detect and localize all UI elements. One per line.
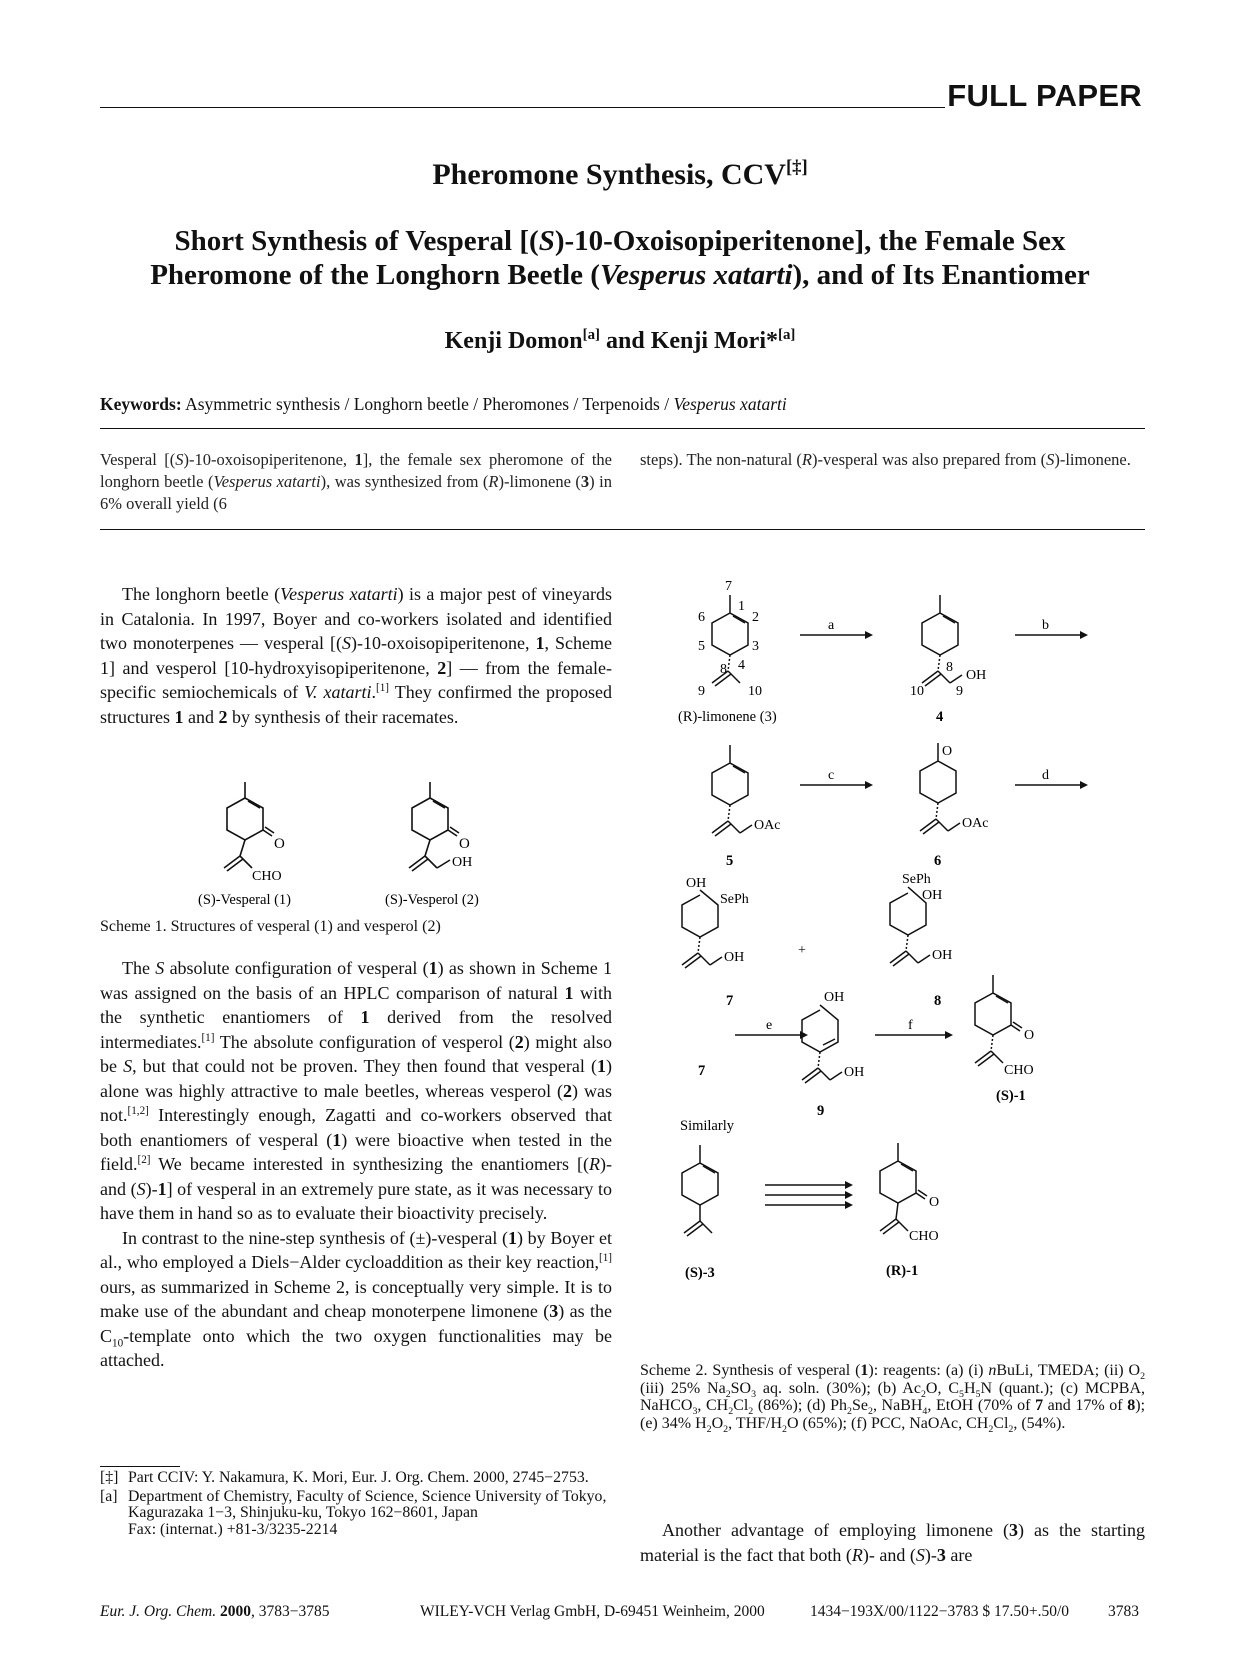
svg-text:4: 4 bbox=[936, 709, 944, 725]
svg-text:3: 3 bbox=[752, 639, 759, 654]
svg-text:OH: OH bbox=[452, 855, 473, 870]
svg-text:4: 4 bbox=[738, 658, 745, 673]
page-number: 3783 bbox=[1108, 1603, 1139, 1620]
svg-text:OH: OH bbox=[844, 1065, 865, 1080]
svg-text:7: 7 bbox=[726, 993, 734, 1009]
abstract-bottom-rule bbox=[100, 529, 1145, 530]
svg-text:O: O bbox=[459, 836, 470, 852]
reagent-f: f bbox=[908, 1018, 913, 1033]
svg-text:6: 6 bbox=[934, 853, 942, 869]
abstract-right: steps). The non-natural (R)-vesperal was also prepared from (S)-limonene. bbox=[640, 450, 1131, 469]
svg-text:(R)-1: (R)-1 bbox=[886, 1263, 919, 1279]
intro-paragraph: The longhorn beetle (Vesperus xatarti) is a major pest of vineyards in Catalonia. In 1997, Boyer and co-workers isolated and identified two monoterpenes — vesperal [(S)-10-oxoisopiperitenone, 1, Scheme 1] and vesperol [10-hydroxyisopiperitenone, 2] — from the female-specific semiochemicals of V. xatarti.[1] They confirmed the proposed structures 1 and 2 by synthesis of their racemates. bbox=[100, 584, 613, 727]
keywords: Keywords: Asymmetric synthesis / Longhorn beetle / Pheromones / Terpenoids / Vesperus xatarti bbox=[100, 394, 787, 414]
scheme2-caption: Scheme 2. Synthesis of vesperal (1): reagents: (a) (i) nBuLi, TMEDA; (ii) $O_2$ (iii) 25% $Na_2SO_3$ aq. soln. (30%); (b) $Ac_2O$, $C_5H_5N$ (quant.); (c) MCPBA, NaHCO$_3$, $CH_2Cl_2$ (86%); (d) $Ph_2Se_2$, NaBH$_4$, EtOH (70% of 7 and 17% of 8); (e) 34% $H_2O_2$, THF/$H_2O$ (65%); (f) PCC, NaOAc, $CH_2Cl_2$, (54%). bbox=[640, 1362, 1146, 1435]
svg-text:O: O bbox=[942, 744, 953, 759]
paper-title: Short Synthesis of Vesperal [(S)-10-Oxoisopiperitenone], the Female Sex Pheromone of the Longhorn Beetle (Vesperus xatarti), and of Its Enantiomer bbox=[150, 225, 1090, 291]
svg-text:O: O bbox=[274, 836, 285, 852]
svg-text:CHO: CHO bbox=[909, 1229, 939, 1244]
svg-text:OH: OH bbox=[932, 948, 953, 963]
label-limonene: (R)-limonene (3) bbox=[678, 709, 777, 725]
svg-text:9: 9 bbox=[698, 684, 705, 699]
reagent-a: a bbox=[828, 618, 835, 633]
authors: Kenji Domon[a] and Kenji Mori*[a] bbox=[444, 327, 796, 354]
abstract-left: Vesperal [(S)-10-oxoisopiperitenone, 1], the female sex pheromone of the longhorn beetle (Vesperus xatarti), was synthesized from (R)-limonene (3) in 6% overall yield (6 bbox=[100, 450, 612, 513]
svg-text:9: 9 bbox=[817, 1103, 825, 1119]
svg-text:8: 8 bbox=[934, 993, 942, 1009]
svg-text:6: 6 bbox=[698, 610, 705, 625]
series-title: Pheromone Synthesis, CCV[‡] bbox=[432, 157, 808, 191]
svg-text:1: 1 bbox=[738, 599, 745, 614]
footer-citation: Eur. J. Org. Chem. 2000, 3783−3785 bbox=[100, 1603, 330, 1620]
section-label: FULL PAPER bbox=[947, 78, 1142, 113]
svg-text:7: 7 bbox=[725, 579, 732, 594]
svg-text:(S)-1: (S)-1 bbox=[996, 1088, 1026, 1104]
reagent-b: b bbox=[1042, 618, 1049, 633]
svg-text:8: 8 bbox=[720, 662, 727, 677]
reagent-e: e bbox=[766, 1018, 773, 1033]
svg-text:2: 2 bbox=[752, 610, 759, 625]
header-rule bbox=[100, 107, 945, 108]
similarly-label: Similarly bbox=[680, 1118, 734, 1134]
reagent-d: d bbox=[1042, 768, 1049, 783]
svg-text:+: + bbox=[798, 943, 806, 958]
svg-text:O: O bbox=[1024, 1028, 1035, 1043]
svg-text:OH: OH bbox=[724, 950, 745, 965]
footer-issn: 1434−193X/00/1122−3783 $ 17.50+.50/0 bbox=[810, 1603, 1070, 1620]
svg-text:10: 10 bbox=[748, 684, 762, 699]
footnote-rule bbox=[100, 1466, 180, 1467]
svg-text:8: 8 bbox=[946, 660, 953, 675]
svg-text:7: 7 bbox=[698, 1063, 706, 1079]
svg-text:OAc: OAc bbox=[754, 818, 781, 833]
scheme1-caption: Scheme 1. Structures of vesperal (1) and vesperol (2) bbox=[100, 918, 441, 935]
svg-text:O: O bbox=[929, 1195, 940, 1210]
label-s-vesperol: (S)-Vesperol (2) bbox=[385, 892, 479, 908]
scheme1-structures bbox=[190, 768, 540, 908]
svg-text:5: 5 bbox=[726, 853, 734, 869]
scheme2-drawing bbox=[640, 575, 1145, 1345]
reagent-c: c bbox=[828, 768, 835, 783]
abstract-top-rule bbox=[100, 428, 1145, 429]
footer-publisher: WILEY-VCH Verlag GmbH, D-69451 Weinheim, 2000 bbox=[420, 1603, 765, 1620]
svg-text:SePh: SePh bbox=[902, 872, 931, 887]
svg-text:OAc: OAc bbox=[962, 816, 989, 831]
svg-text:(S)-3: (S)-3 bbox=[685, 1265, 715, 1281]
svg-text:5: 5 bbox=[698, 639, 705, 654]
footnotes: [‡] Part CCIV: Y. Nakamura, K. Mori, Eur. J. Org. Chem. 2000, 2745−2753. [a] Department of Chemistry, Faculty of Science, Science University of Tokyo, Kagurazaka 1−3, Shinjuku-ku, Tokyo 162−8601, Japan Fax: (internat.) +81-3/3235-2214 bbox=[100, 1469, 607, 1538]
svg-text:OH: OH bbox=[922, 888, 943, 903]
body-paragraphs: The S absolute configuration of vesperal (1) as shown in Scheme 1 was assigned on the basis of an HPLC comparison of natural 1 with the synthetic enantiomers of 1 derived from the resolved intermediates.[1] The absolute configuration of vesperol (2) might also be S, but that could not be proven. They then found that vesperal (1) alone was highly attractive to male beetles, whereas vesperol (2) was not.[1,2] Interestingly enough, Zagatti and co-workers observed that both enantiomers of vesperal (1) were bioactive when tested in the field.[2] We became interested in synthesizing the enantiomers [(R)- and (S)-1] of vesperal in an extremely pure state, as it was necessary to have them in hand so as to evaluate their bioactivity precisely. In contrast to the nine-step synthesis of (±)-vesperal (1) by Boyer et al., who employed a Diels−Alder cycloaddition as their key reaction,[1] ours, as summarized in Scheme 2, is conceptually very simple. It is to make use of the abundant and cheap monoterpene limonene (3) as the $C_{10}$-template onto which the two oxygen functionalities may be attached. bbox=[100, 958, 612, 1370]
label-s-vesperal: (S)-Vesperal (1) bbox=[198, 892, 292, 908]
svg-text:SePh: SePh bbox=[720, 892, 749, 907]
svg-text:OH: OH bbox=[686, 876, 707, 891]
svg-text:CHO: CHO bbox=[252, 869, 282, 884]
svg-text:10: 10 bbox=[910, 684, 924, 699]
svg-text:OH: OH bbox=[966, 668, 987, 683]
svg-text:9: 9 bbox=[956, 684, 963, 699]
svg-text:CHO: CHO bbox=[1004, 1063, 1034, 1078]
svg-text:OH: OH bbox=[824, 990, 845, 1005]
right-column-paragraph: Another advantage of employing limonene (3) as the starting material is the fact that both (R)- and (S)-3 are bbox=[640, 1520, 1145, 1565]
